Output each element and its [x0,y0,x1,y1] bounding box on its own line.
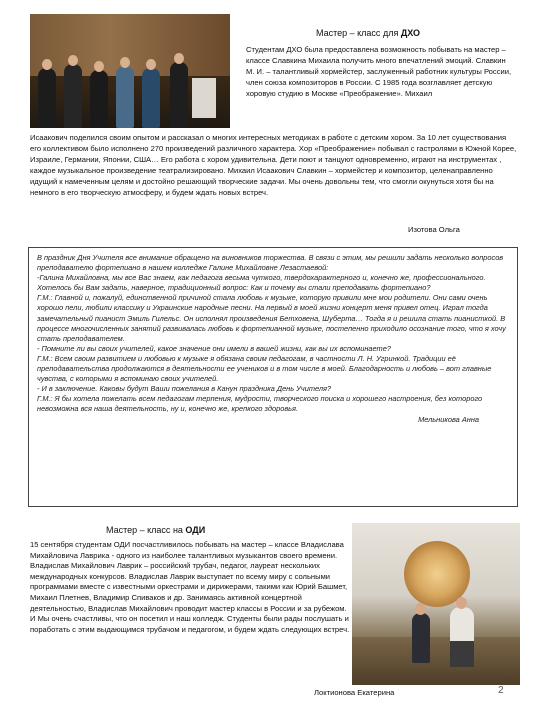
interview-question: - И в заключение. Каковы будут Ваши пожелания в Канун праздника День Учителя? [37,384,332,394]
interview-answer: Г.М.: Всем своим развитием и любовью к музыке я обязана своим педагогам, в частности Л. Н. Угринкой. Традиции её преподавательства продолжаются в деятельности ее учеников и в том числе в моей. Благодарность и любовь – вот главные чувства, с которыми я вспоминаю своих учителей. [37,353,492,384]
interview-intro: В праздник Дня Учителя все внимание обращено на виновников торжества. В связи с этим, мы решили задать несколько вопросов преподавателю фортепиано в нашем колледже Галине Михайловне Лезастаевой: [37,253,504,273]
interview-question: - Помните ли вы своих учителей, какое значение они имели в вашей жизни, как вы их вспоминаете? [37,343,391,353]
section2-title: Мастер – класс на ОДИ [106,525,206,535]
section1-paragraph-full: Исаакович поделился своим опытом и рассказал о многих интересных методиках в работе с детским хором. За 10 лет существования его коллективом было исполнено 270 произведений различного характера. Хор «Преображение» побывал с гастролями в Южной Корее, Израиле, Германии, Японии, США… Его работа с хором удивительна. Дети поют и танцуют одновременно, играют на инструментах , каждое музыкальное произведение театрализировано. Михаил Исаакович Славкин – хормейстер и композитор, целенаправленно идущий к намеченным целям и достойно решающий творческие задачи. Мы очень довольны тем, что смогли окунуться хотя бы на немного в его творческую атмосферу, и будем ждать новых встреч. [30,133,517,197]
interview-answer: Г.М.: Главной и, пожалуй, единственной причиной стала любовь к музыке, которую привили мне мои родители. Они сами очень хорошо пели, любили классику и Украинские народные песни. На первый в моей жизни концерт меня привел отец. Играл тогда замечательный пианист Эмиль Гилельс. Он исполнял произведения Бетховена, Шуберта… Тогда я и решила стать пианисткой. В процессе многочисленных занятий развивалась любовь к фортепианной музыке, постепенно приходило осознание того, что я хочу стать преподавателем. [37,293,506,343]
section2-signature: Локтионова Екатерина [314,688,395,697]
trumpet-masterclass-photo [352,523,520,685]
section1-paragraph-top: Студентам ДХО была предоставлена возможность побывать на мастер – классе Славкина Михаила получить много впечатлений эмоций. Славкин М. И. – талантливый хормейстер, заслуженный работник культуры России, член союза композиторов в России. С 1985 года возглавляет детскую хоровую студию в Москве «Преображение». Михаил [246,45,512,98]
section1-signature: Изотова Ольга [408,225,460,234]
interview-answer: Г.М.: Я бы хотела пожелать всем педагогам терпения, мудрости, творческого поиска и хорошего настроения, без которого невозможна вся наша деятельность, ну и, конечно же, крепкого здоровья. [37,394,483,414]
interview-signature: Мельникова Анна [418,414,479,424]
interview-question: -Галина Михайловна, мы все Вас знаем, как педагога весьма чуткого, твердохарактерного и, конечно же, профессионального. Хотелось бы Вам задать, наверное, традиционный вопрос: Как и почему вы стали преподавать фортепиано? [37,273,486,293]
section2-paragraph: 15 сентября студентам ОДИ посчастливилось побывать на мастер – классе Владислава Михайловича Лаврика - одного из наиболее талантливых музыкантов своего времени. Владислав Михайлович Лаврик – российский трубач, педагог, лауреат нескольких международных конкурсов. Владислав Лаврик выступает по всему миру с сольными программами вместе с известными оркестрами и дирижерами, такими как Юрий Башмет, Михаил Плетнев, Владимир Спиваков и др. Занимаясь активной концертной деятельностью, Владислав Михайлович проводит мастер классы в России и за рубежом. И Мы очень счастливы, что он посетил и наш колледж. Студенты были рады послушать и поработать с этим выдающимся трубачом и педагогом, и будем ждать следующих встреч. [30,540,350,634]
interview-box [28,247,518,507]
page-number: 2 [498,685,504,696]
choir-photo [30,14,230,128]
section1-title: Мастер – класс для ДХО [316,28,421,38]
